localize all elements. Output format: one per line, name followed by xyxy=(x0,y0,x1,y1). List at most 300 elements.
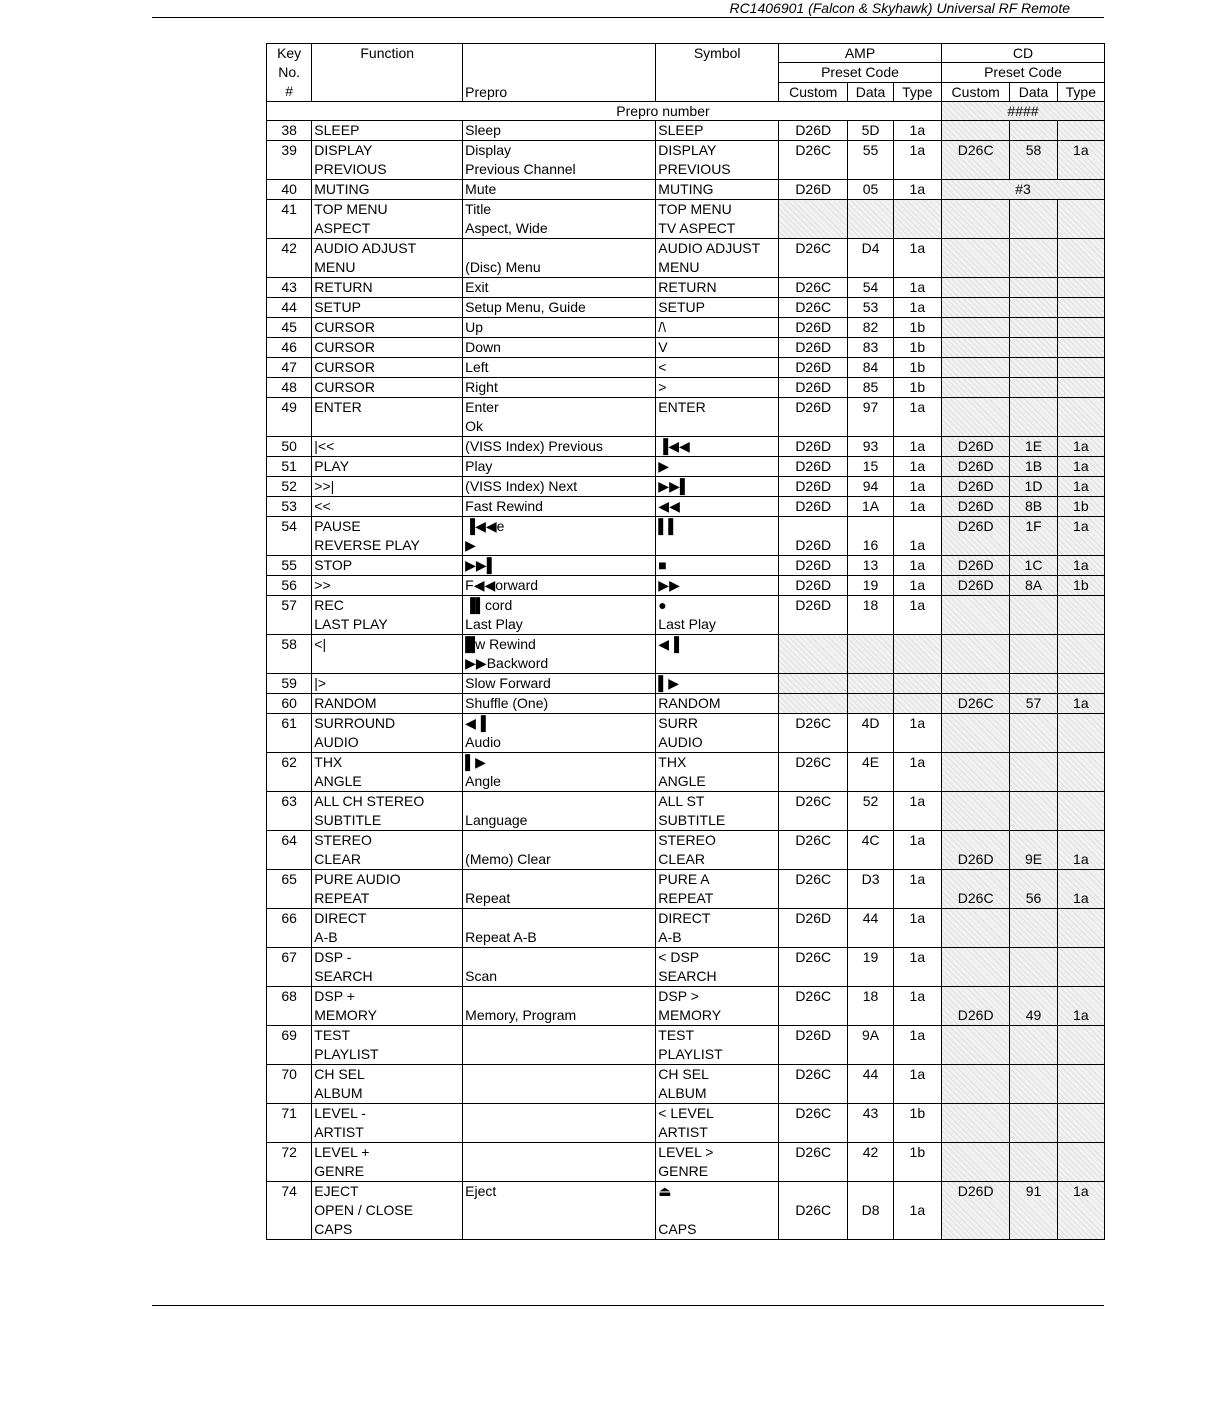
table-row xyxy=(267,378,1105,398)
cell-line: GENRE xyxy=(314,1163,365,1179)
cell-line: PLAYLIST xyxy=(658,1046,723,1062)
cell-line xyxy=(944,948,1007,967)
cell-line: ▐◀◀ xyxy=(658,438,690,454)
amp-data-cell xyxy=(848,1026,893,1065)
cell-line: Shuffle (One) xyxy=(465,695,549,711)
amp-data-cell xyxy=(848,596,893,635)
cell-line xyxy=(1012,278,1054,297)
page-header-title: RC1406901 (Falcon & Skyhawk) Universal RF Remote xyxy=(729,0,1070,16)
amp-data-cell xyxy=(848,1182,893,1240)
key-number: 69 xyxy=(267,1026,312,1065)
cell-line xyxy=(1060,870,1102,889)
cell-line: ■ xyxy=(658,557,667,573)
cd-data-cell xyxy=(1010,517,1057,556)
cd-data-cell xyxy=(1010,141,1057,180)
cell-line: DIRECT xyxy=(658,910,711,926)
cd-data-cell xyxy=(1010,121,1057,141)
cell-line: D26C xyxy=(795,1066,832,1082)
cell-line: 1a xyxy=(1073,438,1089,454)
cell-line xyxy=(944,338,1007,357)
prepro-cell xyxy=(463,121,656,141)
amp-custom-cell xyxy=(779,200,848,239)
prepro-cell xyxy=(463,909,656,948)
cell-line xyxy=(944,536,1007,555)
cell-line: ENTER xyxy=(658,399,706,415)
amp-type-cell xyxy=(893,141,941,180)
cell-line: D26D xyxy=(795,458,832,474)
table-row xyxy=(267,674,1105,694)
cell-line: TOP MENU xyxy=(658,201,732,217)
cell-line: <| xyxy=(314,636,327,652)
cd-custom-cell xyxy=(941,1143,1009,1182)
table-row xyxy=(267,948,1105,987)
cell-line: MENU xyxy=(314,259,356,275)
cell-line: 1a xyxy=(909,1202,926,1218)
amp-data-cell xyxy=(848,831,893,870)
key-number: 70 xyxy=(267,1065,312,1104)
cell-line: D26C xyxy=(795,240,832,256)
cell-line xyxy=(1012,536,1054,555)
cell-line xyxy=(781,517,845,536)
prepro-cell xyxy=(463,1026,656,1065)
cd-data-cell xyxy=(1010,674,1057,694)
function-cell xyxy=(312,792,463,831)
table-row xyxy=(267,180,1105,200)
cell-line: 58 xyxy=(1025,142,1042,158)
amp-custom-cell xyxy=(779,141,848,180)
cell-line: CH SEL xyxy=(658,1066,709,1082)
cell-line: SURROUND xyxy=(314,715,396,731)
function-cell xyxy=(312,378,463,398)
amp-data-cell xyxy=(848,180,893,200)
cell-line: D26D xyxy=(957,557,994,573)
cell-line: 1a xyxy=(909,577,926,593)
cell-line: 1D xyxy=(1024,478,1043,494)
cell-line: D26D xyxy=(795,537,832,553)
cell-line: (Memo) Clear xyxy=(465,851,551,867)
table-row xyxy=(267,398,1105,437)
function-cell xyxy=(312,714,463,753)
cell-line: D26D xyxy=(795,910,832,926)
cell-line: D26D xyxy=(957,1183,994,1199)
cell-line: D26C xyxy=(795,1202,832,1218)
cell-line: AUDIO xyxy=(658,734,703,750)
symbol-cell xyxy=(656,457,779,477)
cell-line: ⏏ xyxy=(658,1183,672,1199)
prepro-cell xyxy=(463,792,656,831)
function-cell xyxy=(312,948,463,987)
cd-data-cell xyxy=(1010,1065,1057,1104)
amp-data-cell xyxy=(848,753,893,792)
function-cell xyxy=(312,694,463,714)
cell-line: D26D xyxy=(795,359,832,375)
cell-line: ▶ xyxy=(658,458,670,474)
amp-data-cell xyxy=(848,121,893,141)
cell-line: CH SEL xyxy=(314,1066,365,1082)
cell-line: 13 xyxy=(862,557,879,573)
cell-line: 1F xyxy=(1025,518,1042,534)
function-cell xyxy=(312,987,463,1026)
cd-custom-cell xyxy=(941,1026,1009,1065)
symbol-cell xyxy=(656,497,779,517)
cell-line xyxy=(850,517,890,536)
table-row xyxy=(267,358,1105,378)
table-row xyxy=(267,278,1105,298)
cell-line xyxy=(944,318,1007,337)
symbol-cell xyxy=(656,358,779,378)
cell-line: DSP - xyxy=(314,949,352,965)
cell-line: 1A xyxy=(861,498,880,514)
cell-line: D26D xyxy=(957,577,994,593)
header-cd-type: Type xyxy=(1057,82,1104,101)
cell-line: 1a xyxy=(909,458,926,474)
amp-type-cell xyxy=(893,121,941,141)
amp-custom-cell xyxy=(779,497,848,517)
cell-line: CLEAR xyxy=(658,851,705,867)
amp-type-cell xyxy=(893,358,941,378)
cell-line xyxy=(1060,398,1102,417)
prepro-cell xyxy=(463,437,656,457)
cell-line xyxy=(658,1201,776,1220)
header-amp-custom: Custom xyxy=(779,82,848,101)
amp-type-cell xyxy=(893,831,941,870)
cell-line: D3 xyxy=(861,871,880,887)
cell-line: LEVEL + xyxy=(314,1144,370,1160)
cell-line: ▌▌ xyxy=(658,518,679,534)
cell-line xyxy=(1012,1065,1054,1084)
cd-data-cell xyxy=(1010,1182,1057,1240)
symbol-cell xyxy=(656,870,779,909)
cell-line: REPEAT xyxy=(658,890,714,906)
symbol-cell xyxy=(656,437,779,457)
cd-custom-cell xyxy=(941,870,1009,909)
function-cell xyxy=(312,141,463,180)
cd-data-cell xyxy=(1010,987,1057,1026)
function-cell xyxy=(312,239,463,278)
cell-line: 1a xyxy=(1073,478,1089,494)
cell-line: 05 xyxy=(862,181,879,197)
cell-line: 1a xyxy=(909,142,926,158)
cell-line xyxy=(1012,674,1054,693)
cell-line xyxy=(1060,987,1102,1006)
header-key: Key No. # xyxy=(267,44,312,102)
cell-line: 18 xyxy=(862,597,879,613)
symbol-cell xyxy=(656,298,779,318)
cell-line: Language xyxy=(465,812,528,828)
cell-line xyxy=(1012,596,1054,615)
cell-line: 1a xyxy=(909,240,926,256)
symbol-cell xyxy=(656,1065,779,1104)
amp-custom-cell xyxy=(779,338,848,358)
cell-line: PLAYLIST xyxy=(314,1046,379,1062)
prepro-cell xyxy=(463,477,656,497)
header-symbol: Symbol xyxy=(656,44,779,102)
cell-line: 1b xyxy=(909,379,926,395)
cell-line: AUDIO ADJUST xyxy=(314,240,417,256)
cell-line: D26D xyxy=(957,478,994,494)
cell-line: << xyxy=(314,498,331,514)
cell-line: 1a xyxy=(909,399,926,415)
amp-type-cell xyxy=(893,338,941,358)
amp-custom-cell xyxy=(779,674,848,694)
amp-data-cell xyxy=(848,239,893,278)
cd-data-cell xyxy=(1010,909,1057,948)
key-number: 56 xyxy=(267,576,312,596)
amp-type-cell xyxy=(893,278,941,298)
cell-line xyxy=(944,792,1007,811)
cell-line xyxy=(1060,200,1102,219)
amp-type-cell xyxy=(893,517,941,556)
cell-line xyxy=(1012,948,1054,967)
amp-type-cell xyxy=(893,1065,941,1104)
cell-line: Scan xyxy=(465,968,498,984)
cd-data-cell xyxy=(1010,556,1057,576)
cell-line xyxy=(850,635,890,654)
cell-line xyxy=(944,1104,1007,1123)
cell-line: D4 xyxy=(861,240,880,256)
cell-line: 1a xyxy=(909,498,926,514)
function-cell xyxy=(312,497,463,517)
cell-line xyxy=(1060,948,1102,967)
cell-line: 8A xyxy=(1024,577,1043,593)
cell-line: SLEEP xyxy=(658,122,704,138)
cell-line: 1a xyxy=(1073,1007,1089,1023)
function-cell xyxy=(312,576,463,596)
header-amp-type: Type xyxy=(893,82,941,101)
cd-data-cell xyxy=(1010,437,1057,457)
key-number: 68 xyxy=(267,987,312,1026)
cell-line: D26C xyxy=(795,279,832,295)
amp-data-cell xyxy=(848,278,893,298)
cell-line xyxy=(944,909,1007,928)
header-cd-custom: Custom xyxy=(941,82,1009,101)
function-cell xyxy=(312,674,463,694)
symbol-cell xyxy=(656,121,779,141)
cd-type-cell xyxy=(1057,378,1104,398)
cell-line: > xyxy=(658,379,667,395)
key-number: 58 xyxy=(267,635,312,674)
cell-line: 1a xyxy=(1073,890,1089,906)
cell-line: D26C xyxy=(957,695,994,711)
header-cd-preset-code: Preset Code xyxy=(941,63,1104,82)
cd-type-cell xyxy=(1057,278,1104,298)
cell-line: ANGLE xyxy=(658,773,706,789)
cd-custom-cell xyxy=(941,517,1009,556)
cd-type-cell xyxy=(1057,596,1104,635)
amp-custom-cell xyxy=(779,987,848,1026)
cell-line xyxy=(1060,1220,1102,1239)
cd-data-cell xyxy=(1010,200,1057,239)
cell-line: Last Play xyxy=(465,616,523,632)
amp-data-cell xyxy=(848,694,893,714)
amp-type-cell xyxy=(893,596,941,635)
table-row xyxy=(267,909,1105,948)
prepro-cell xyxy=(463,635,656,674)
cell-line: PLAY xyxy=(314,458,350,474)
cd-custom-cell xyxy=(941,398,1009,437)
cell-line: Up xyxy=(465,319,484,335)
cell-line: D26D xyxy=(795,319,832,335)
amp-type-cell xyxy=(893,714,941,753)
prepro-cell xyxy=(463,753,656,792)
cell-line: D26D xyxy=(795,122,832,138)
cell-line: D26D xyxy=(795,181,832,197)
function-cell xyxy=(312,635,463,674)
cell-line: CURSOR xyxy=(314,379,375,395)
cd-data-cell xyxy=(1010,497,1057,517)
prepro-cell xyxy=(463,239,656,278)
cell-line: 19 xyxy=(862,577,879,593)
cell-line: 1a xyxy=(1073,518,1089,534)
symbol-cell xyxy=(656,635,779,674)
cell-line: 1a xyxy=(909,988,926,1004)
cd-data-cell xyxy=(1010,239,1057,278)
cd-custom-cell xyxy=(941,141,1009,180)
cd-custom-cell xyxy=(941,694,1009,714)
cell-line: ▶▶▌ xyxy=(658,478,690,494)
amp-data-cell xyxy=(848,870,893,909)
cell-line xyxy=(944,200,1007,219)
cell-line: GENRE xyxy=(658,1163,709,1179)
cd-data-cell xyxy=(1010,398,1057,437)
amp-data-cell xyxy=(848,358,893,378)
function-cell xyxy=(312,870,463,909)
cd-custom-cell xyxy=(941,1104,1009,1143)
function-cell xyxy=(312,1104,463,1143)
prepro-cell xyxy=(463,596,656,635)
header-cd-note: #### xyxy=(941,102,1104,121)
cell-line xyxy=(1012,635,1054,654)
cell-line: MENU xyxy=(658,259,700,275)
cell-line: 1b xyxy=(1073,577,1089,593)
prepro-cell xyxy=(463,987,656,1026)
cell-line: D8 xyxy=(861,1202,880,1218)
cd-type-cell xyxy=(1057,121,1104,141)
function-cell xyxy=(312,831,463,870)
cd-custom-cell xyxy=(941,909,1009,948)
amp-custom-cell xyxy=(779,753,848,792)
amp-data-cell xyxy=(848,1104,893,1143)
cd-type-cell xyxy=(1057,1026,1104,1065)
cell-line xyxy=(1012,1220,1054,1239)
cell-line: 1a xyxy=(909,1066,926,1082)
function-cell xyxy=(312,398,463,437)
amp-data-cell xyxy=(848,714,893,753)
cd-data-cell xyxy=(1010,358,1057,378)
key-number: 62 xyxy=(267,753,312,792)
cell-line: >>| xyxy=(314,478,335,494)
amp-custom-cell xyxy=(779,1143,848,1182)
amp-custom-cell xyxy=(779,792,848,831)
cell-line: D26D xyxy=(957,458,994,474)
cell-line: THX xyxy=(314,754,343,770)
cd-custom-cell xyxy=(941,358,1009,378)
amp-type-cell xyxy=(893,576,941,596)
cell-line xyxy=(1012,121,1054,140)
function-cell xyxy=(312,298,463,318)
cell-line: 1b xyxy=(909,1105,926,1121)
cell-line xyxy=(944,1201,1007,1220)
cd-type-cell xyxy=(1057,987,1104,1026)
cell-line: Previous Channel xyxy=(465,161,576,177)
key-number: 66 xyxy=(267,909,312,948)
cell-line xyxy=(1060,831,1102,850)
key-number: 43 xyxy=(267,278,312,298)
cell-line: REPEAT xyxy=(314,890,370,906)
function-cell xyxy=(312,338,463,358)
header-prepro: Prepro xyxy=(463,44,656,102)
cd-type-cell xyxy=(1057,239,1104,278)
cell-line: D26D xyxy=(795,498,832,514)
cell-line xyxy=(944,831,1007,850)
cell-line: 1a xyxy=(1073,142,1089,158)
cell-line: D26D xyxy=(795,438,832,454)
cd-data-cell xyxy=(1010,792,1057,831)
cell-line: ▐◀◀e xyxy=(465,518,505,534)
cd-custom-cell xyxy=(941,437,1009,457)
cell-line xyxy=(1012,753,1054,772)
table-row xyxy=(267,831,1105,870)
cell-line xyxy=(781,694,845,713)
cell-line: 8B xyxy=(1024,498,1043,514)
cell-line: TEST xyxy=(658,1027,695,1043)
cell-line: (Disc) Menu xyxy=(465,259,541,275)
cell-line xyxy=(944,1026,1007,1045)
amp-data-cell xyxy=(848,141,893,180)
function-cell xyxy=(312,457,463,477)
amp-type-cell xyxy=(893,1143,941,1182)
cell-line: 1a xyxy=(909,754,926,770)
cell-line: < LEVEL xyxy=(658,1105,714,1121)
function-cell xyxy=(312,318,463,338)
cell-line: CAPS xyxy=(658,1221,697,1237)
function-cell xyxy=(312,753,463,792)
symbol-cell xyxy=(656,596,779,635)
cell-line: ▌▶ xyxy=(658,675,679,691)
cell-line: AUDIO ADJUST xyxy=(658,240,761,256)
cell-line xyxy=(1060,318,1102,337)
cell-line: CURSOR xyxy=(314,359,375,375)
cell-line xyxy=(1060,239,1102,258)
table-row xyxy=(267,576,1105,596)
cell-line: ASPECT xyxy=(314,220,371,236)
cell-line xyxy=(465,1143,653,1162)
cd-preset-note: #3 xyxy=(941,180,1104,200)
cell-line: Setup Menu, Guide xyxy=(465,299,586,315)
cell-line xyxy=(1012,1143,1054,1162)
cd-data-cell xyxy=(1010,596,1057,635)
cell-line: Left xyxy=(465,359,489,375)
amp-data-cell xyxy=(848,378,893,398)
cell-line: 56 xyxy=(1025,890,1042,906)
cell-line xyxy=(1012,378,1054,397)
symbol-cell xyxy=(656,477,779,497)
cell-line: Repeat xyxy=(465,890,511,906)
table-row xyxy=(267,1104,1105,1143)
cell-line: 93 xyxy=(862,438,879,454)
cell-line: 4E xyxy=(861,754,880,770)
cell-line xyxy=(1012,298,1054,317)
symbol-cell xyxy=(656,792,779,831)
symbol-cell xyxy=(656,556,779,576)
amp-data-cell xyxy=(848,948,893,987)
cd-data-cell xyxy=(1010,457,1057,477)
amp-data-cell xyxy=(848,497,893,517)
amp-data-cell xyxy=(848,909,893,948)
amp-data-cell xyxy=(848,200,893,239)
cell-line: ◀▐ xyxy=(658,636,679,652)
amp-custom-cell xyxy=(779,556,848,576)
